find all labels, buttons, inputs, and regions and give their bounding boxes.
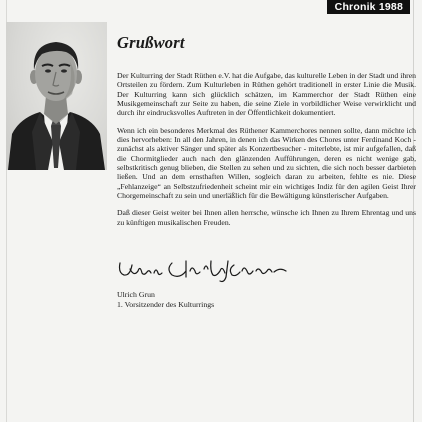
paragraph-3: Daß dieser Geist weiter bei Ihnen allen herrsche, wünsche ich Ihnen zu Ihrem Ehrentag und uns zu künftigen musikalischen Freuden. xyxy=(117,208,416,227)
signer-role: 1. Vorsitzender des Kulturrings xyxy=(117,299,215,309)
author-portrait-photo xyxy=(6,22,107,170)
signer-block xyxy=(117,290,214,309)
paragraph-2: Wenn ich ein besonderes Merkmal des Rüthener Kammerchores nennen sollte, dann möchte ich dies hervorheben: In all den Jahren, in denen ich das Wirken des Chores unter Ferdinand Koch - zunächst als aktiver Sänger und später als Konzertbesucher - miterlebte, ist mir aufgefallen, daß die Chormitglieder auch nach den glänzenden Aufführungen, deren es nicht wenige gab, selbstkritisch genug blieben, die Stellen zu sehen und zu sichten, die sich noch besser darbieten ließen. Und an dem ernsthaften Willen, sogleich daran zu arbeiten, fehlte es nie. Diese „Fehlanzeige“ an Selbstzufriedenheit scheint mir ein wichtiges Indiz für den agilen Geist Ihrer Chorgemeinschaft zu sein und unerläßlich für die Bewältigung künstlerischer Aufgaben. xyxy=(117,125,416,201)
article-title: Grußwort xyxy=(117,33,185,52)
article-body xyxy=(117,71,416,235)
chronicle-header-tab: Chronik 1988 xyxy=(327,0,410,14)
signer-name: Ulrich Grun xyxy=(117,290,155,299)
handwritten-signature xyxy=(116,257,296,283)
paragraph-1: Der Kulturring der Stadt Rüthen e.V. hat die Aufgabe, das kulturelle Leben in der Stadt und ihren Ortsteilen zu fördern. Zum Kulturleben in Rüthen gehört traditionell in erster Linie die Musik. Der Kulturring kann sich glücklich schätzen, im Kammerchor der Stadt Rüthen eine Musikgemeinschaft zur Seite zu haben, die seine Ziele in vorbildlicher Weise verwirklicht und durch ihr eindrucksvolles Auftreten in der Öffentlichkeit dokumentiert. xyxy=(117,71,416,118)
